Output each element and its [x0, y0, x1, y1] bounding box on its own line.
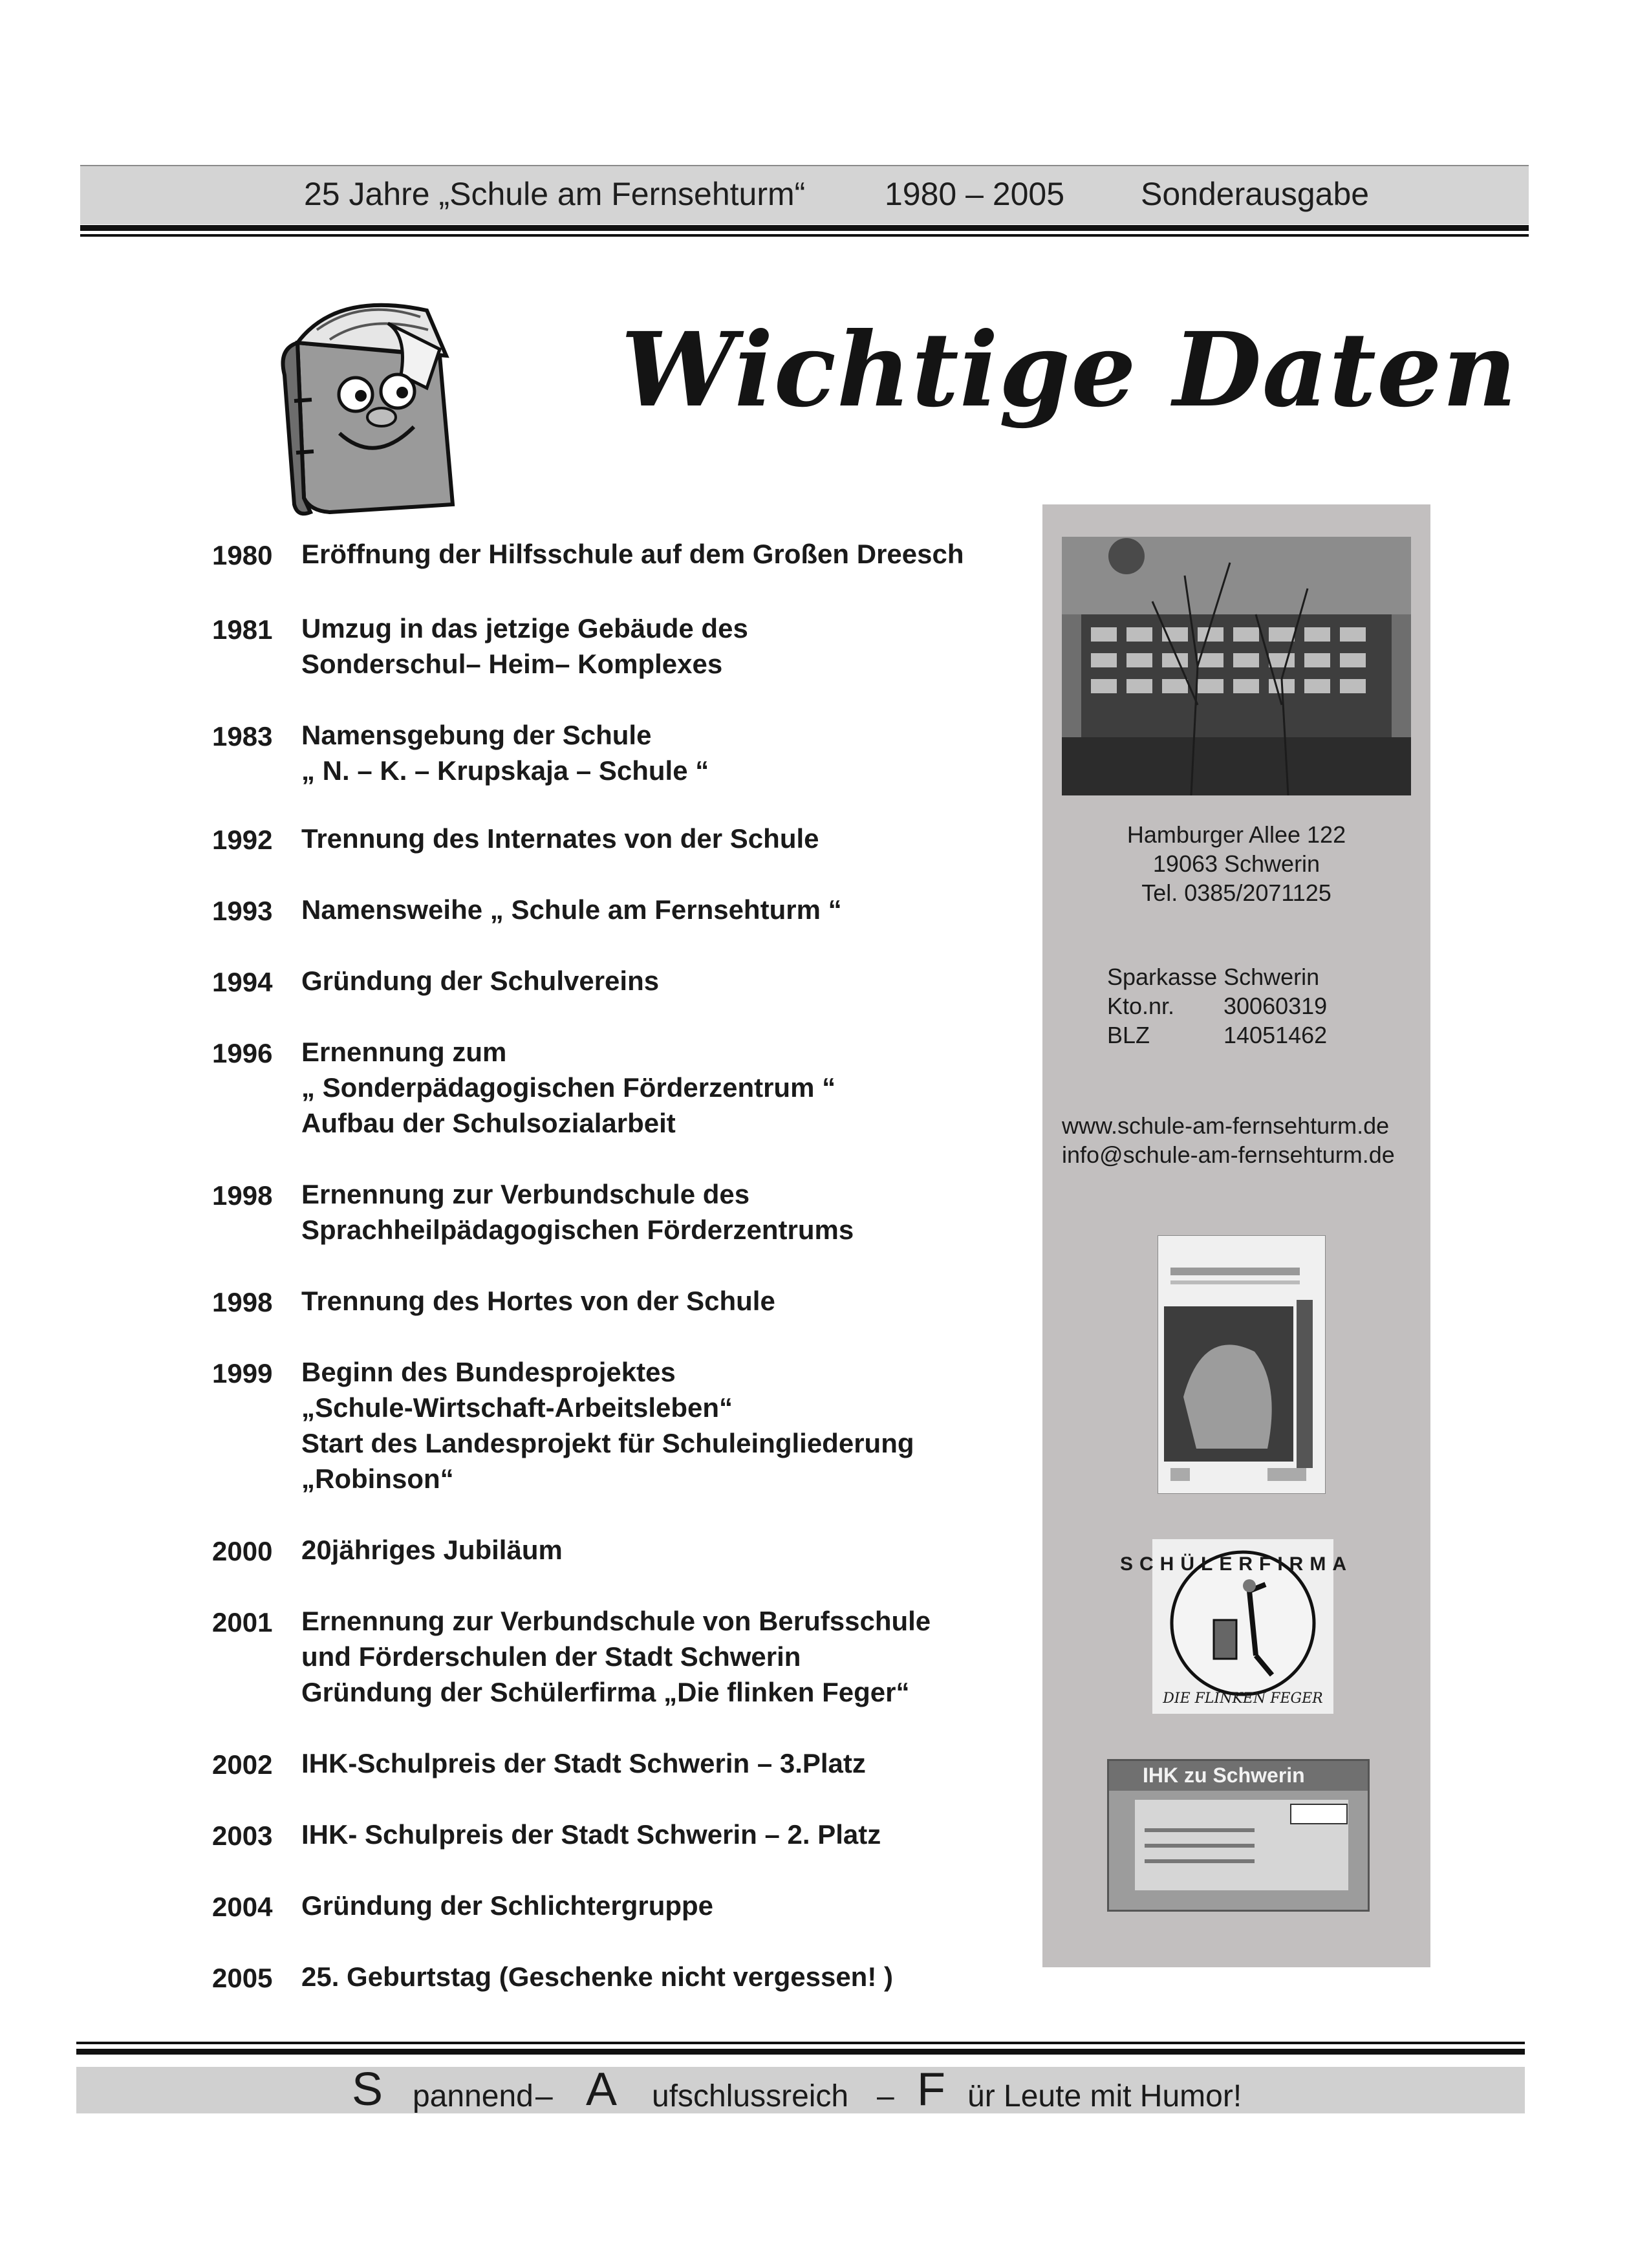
timeline-entry-line: Ernennung zum [301, 1037, 507, 1067]
timeline-entry-line: Namensweihe „ Schule am Fernsehturm “ [301, 894, 842, 925]
timeline-entry-text [301, 1176, 854, 1247]
timeline-year: 1996 [212, 1038, 273, 1068]
email-link[interactable]: info@schule-am-fernsehturm.de [1062, 1141, 1395, 1168]
timeline-entry-text [301, 1603, 931, 1710]
timeline-entry-line: „Schule-Wirtschaft-Arbeitsleben“ [301, 1392, 733, 1423]
timeline-entry-line: IHK-Schulpreis der Stadt Schwerin – 3.Platz [301, 1748, 866, 1778]
footer-s-rest: pannend [413, 2079, 534, 2113]
bank-name: Sparkasse Schwerin [1107, 964, 1320, 990]
timeline-entry-text [301, 1888, 713, 1923]
footer-a-letter: A [586, 2064, 618, 2115]
footer-dash-2: – [877, 2079, 894, 2113]
timeline-entry-line: Ernennung zur Verbundschule des [301, 1179, 750, 1209]
timeline-entry-line: Sprachheilpädagogischen Förderzentrums [301, 1215, 854, 1245]
footer-a-rest: ufschlussreich [652, 2079, 849, 2113]
timeline-entry-line: „ N. – K. – Krupskaja – Schule “ [301, 755, 709, 786]
timeline-entry-line: Beginn des Bundesprojektes [301, 1357, 676, 1387]
timeline-entry-line: Namensgebung der Schule [301, 720, 652, 750]
timeline-entry-text [301, 1745, 866, 1781]
website-link[interactable]: www.schule-am-fernsehturm.de [1062, 1112, 1390, 1139]
timeline-entry-line: Start des Landesprojekt für Schuleingliederung [301, 1428, 914, 1458]
account-value: 30060319 [1223, 993, 1328, 1019]
timeline-entry-line: 20jähriges Jubiläum [301, 1535, 563, 1565]
timeline-entry-text [301, 963, 659, 999]
timeline-entry-line: Trennung des Hortes von der Schule [301, 1286, 775, 1316]
timeline-entry-line: „Robinson“ [301, 1463, 454, 1494]
blz-value: 14051462 [1223, 1022, 1328, 1048]
timeline-year: 1983 [212, 721, 273, 751]
timeline-year: 1981 [212, 614, 273, 645]
address-street: Hamburger Allee 122 [1126, 821, 1346, 848]
address-city: 19063 Schwerin [1152, 850, 1320, 877]
footer-f-letter: F [917, 2064, 945, 2115]
footer-f-rest: ür Leute mit Humor! [967, 2079, 1242, 2113]
page-title: Wichtige Daten [621, 310, 1518, 430]
timeline-entry-line: 25. Geburtstag (Geschenke nicht vergessen! ) [301, 1961, 893, 1992]
timeline-year: 2002 [212, 1749, 273, 1780]
timeline-entry-text [301, 1354, 914, 1496]
book-mascot-icon [259, 285, 472, 524]
logo-caption: DIE FLINKEN FEGER [1163, 1690, 1323, 1707]
footer-s-letter: S [352, 2064, 383, 2115]
timeline-entry-line: Umzug in das jetzige Gebäude des [301, 613, 748, 643]
header-bar [80, 165, 1529, 224]
timeline-entry-line: „ Sonderpädagogischen Förderzentrum “ [301, 1072, 836, 1103]
footer-dash-1: – [535, 2079, 553, 2113]
timeline-year: 1980 [212, 540, 273, 570]
cheque-title: IHK zu Schwerin [1143, 1764, 1305, 1787]
timeline-entry-text [301, 610, 748, 682]
timeline-year: 2005 [212, 1963, 273, 1993]
timeline-year: 1999 [212, 1358, 273, 1388]
timeline-entry-line: Eröffnung der Hilfsschule auf dem Großen Dreesch [301, 539, 964, 569]
timeline-entry-line: Gründung der Schulvereins [301, 966, 660, 996]
timeline-entry-line: Aufbau der Schulsozialarbeit [301, 1108, 676, 1138]
account-label: Kto.nr. [1107, 993, 1175, 1019]
timeline-entry-line: IHK- Schulpreis der Stadt Schwerin – 2. Platz [301, 1819, 881, 1850]
logo-arc-text: SCHÜLERFIRMA [1120, 1553, 1353, 1575]
timeline-entry-text [301, 1959, 893, 1994]
timeline-year: 2003 [212, 1820, 273, 1851]
brochure-image [1158, 1235, 1326, 1494]
timeline-entry-line: Ernennung zur Verbundschule von Berufsschule [301, 1606, 931, 1636]
sidebar-panel [1042, 504, 1430, 1967]
timeline-year: 2004 [212, 1892, 273, 1922]
ihk-cheque-image [1107, 1759, 1370, 1912]
timeline-entry-line: Gründung der Schülerfirma „Die flinken Feger“ [301, 1677, 910, 1707]
timeline-year: 1998 [212, 1180, 273, 1211]
timeline-entry-text [301, 1283, 775, 1319]
timeline-entry-line: Sonderschul– Heim– Komplexes [301, 649, 723, 679]
header-title: 25 Jahre „Schule am Fernsehturm“ [304, 176, 806, 212]
timeline-entry-line: Gründung der Schlichtergruppe [301, 1890, 714, 1921]
timeline-year: 1998 [212, 1287, 273, 1317]
footer-rule-thin [76, 2042, 1525, 2044]
timeline-entry-text [301, 717, 709, 788]
header-years: 1980 – 2005 [885, 176, 1065, 212]
blz-label: BLZ [1107, 1022, 1150, 1048]
timeline-year: 1994 [212, 967, 273, 997]
timeline-entry-line: Trennung des Internates von der Schule [301, 823, 819, 854]
footer-slogan-bar [76, 2064, 1525, 2115]
header-rule-thin [80, 234, 1529, 237]
timeline-entry-text [301, 536, 964, 572]
timeline-entry-text [301, 1034, 835, 1141]
timeline-year: 1992 [212, 825, 273, 855]
timeline-year: 2001 [212, 1607, 273, 1637]
phone-number: Tel. 0385/2071125 [1141, 880, 1331, 906]
timeline-year: 1993 [212, 896, 273, 926]
timeline-entry-text [301, 892, 842, 927]
timeline-entry-text [301, 821, 819, 856]
header-edition: Sonderausgabe [1141, 176, 1370, 212]
footer-rule-thick [76, 2049, 1525, 2055]
timeline-entry-text [301, 1817, 881, 1852]
header-rule-thick [80, 225, 1529, 231]
school-building-photo [1062, 537, 1411, 795]
timeline-year: 2000 [212, 1536, 273, 1566]
timeline-entry-text [301, 1532, 563, 1568]
timeline-entry-line: und Förderschulen der Stadt Schwerin [301, 1641, 801, 1672]
